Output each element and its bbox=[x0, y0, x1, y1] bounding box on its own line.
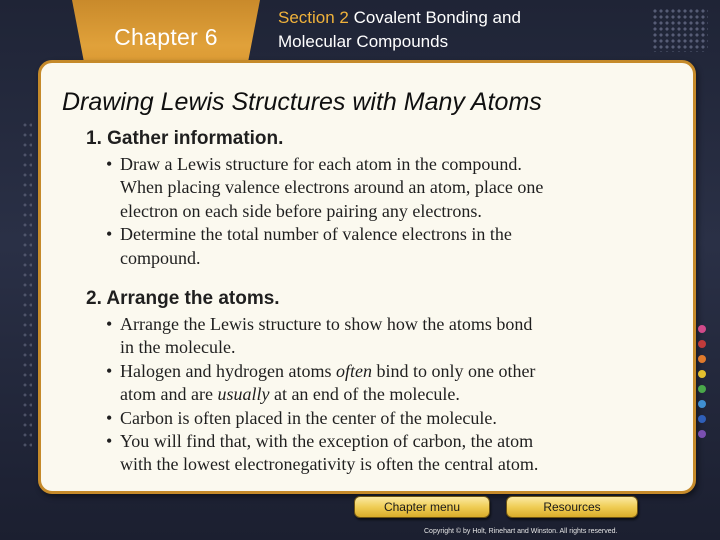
bullet-icon: • bbox=[106, 360, 113, 381]
bullet-text: compound. bbox=[120, 247, 201, 268]
side-dot bbox=[698, 415, 706, 423]
side-dot bbox=[698, 370, 706, 378]
bullet-line bbox=[86, 383, 646, 406]
chapter-menu-button[interactable]: Chapter menu bbox=[354, 496, 490, 518]
decorative-left-strip bbox=[22, 120, 32, 450]
bullet-line bbox=[86, 360, 646, 383]
bullet-line bbox=[86, 200, 646, 223]
slide-content bbox=[86, 128, 646, 477]
bullet-text: atom and are bbox=[120, 384, 218, 405]
bullet-text: electron on each side before pairing any electrons. bbox=[120, 200, 482, 221]
copyright-notice: Copyright © by Holt, Rinehart and Winston. All rights reserved. bbox=[424, 528, 618, 535]
bullet-text: in the molecule. bbox=[120, 337, 236, 358]
side-dot bbox=[698, 355, 706, 363]
bullet-text: Carbon is often placed in the center of the molecule. bbox=[120, 407, 497, 428]
bullet-icon: • bbox=[106, 407, 113, 428]
side-dot bbox=[698, 385, 706, 393]
section-title-part2: Molecular Compounds bbox=[278, 32, 449, 51]
bullet-icon: • bbox=[106, 224, 113, 245]
bullet-line bbox=[86, 223, 646, 246]
step-2-heading: 2. Arrange the atoms. bbox=[86, 288, 280, 310]
bullet-line bbox=[86, 453, 646, 476]
section-title-part1: Covalent Bonding and bbox=[353, 8, 521, 27]
resources-button[interactable]: Resources bbox=[506, 496, 638, 518]
bullet-icon: • bbox=[106, 314, 113, 335]
section-heading-line1 bbox=[278, 8, 521, 28]
bullet-text: with the lowest electronegativity is often the central atom. bbox=[120, 454, 539, 475]
emphasis-text: often bbox=[335, 360, 372, 381]
side-dot bbox=[698, 400, 706, 408]
step-1 bbox=[86, 128, 646, 270]
bullet-text: Determine the total number of valence electrons in the bbox=[120, 224, 512, 245]
bullet-text: Halogen and hydrogen atoms bbox=[120, 360, 336, 381]
side-dot bbox=[698, 340, 706, 348]
bullet-line bbox=[86, 176, 646, 199]
bullet-text: Arrange the Lewis structure to show how the atoms bond bbox=[120, 314, 533, 335]
bullet-line bbox=[86, 313, 646, 336]
side-dot bbox=[698, 430, 706, 438]
decorative-dot-grid bbox=[652, 8, 708, 52]
bullet-text: at an end of the molecule. bbox=[269, 384, 460, 405]
bullet-line bbox=[86, 247, 646, 270]
bullet-text: Draw a Lewis structure for each atom in the compound. bbox=[120, 154, 522, 174]
section-number: Section 2 bbox=[278, 8, 349, 27]
decorative-side-dots bbox=[698, 325, 708, 445]
bullet-text: You will find that, with the exception of carbon, the atom bbox=[120, 431, 534, 452]
bullet-icon: • bbox=[106, 431, 113, 452]
bullet-line bbox=[86, 407, 646, 430]
emphasis-text: usually bbox=[217, 384, 270, 405]
side-dot bbox=[698, 325, 706, 333]
step-1-heading: 1. Gather information. bbox=[86, 128, 284, 149]
bullet-icon: • bbox=[106, 154, 113, 174]
slide-title: Drawing Lewis Structures with Many Atoms bbox=[62, 88, 542, 116]
chapter-label: Chapter 6 bbox=[114, 24, 218, 50]
bullet-text: When placing valence electrons around an atom, place one bbox=[120, 177, 544, 198]
bullet-line bbox=[86, 430, 646, 453]
bullet-line bbox=[86, 153, 646, 176]
bullet-line bbox=[86, 336, 646, 359]
step-2 bbox=[86, 288, 646, 477]
bullet-text: bind to only one other bbox=[371, 360, 536, 381]
